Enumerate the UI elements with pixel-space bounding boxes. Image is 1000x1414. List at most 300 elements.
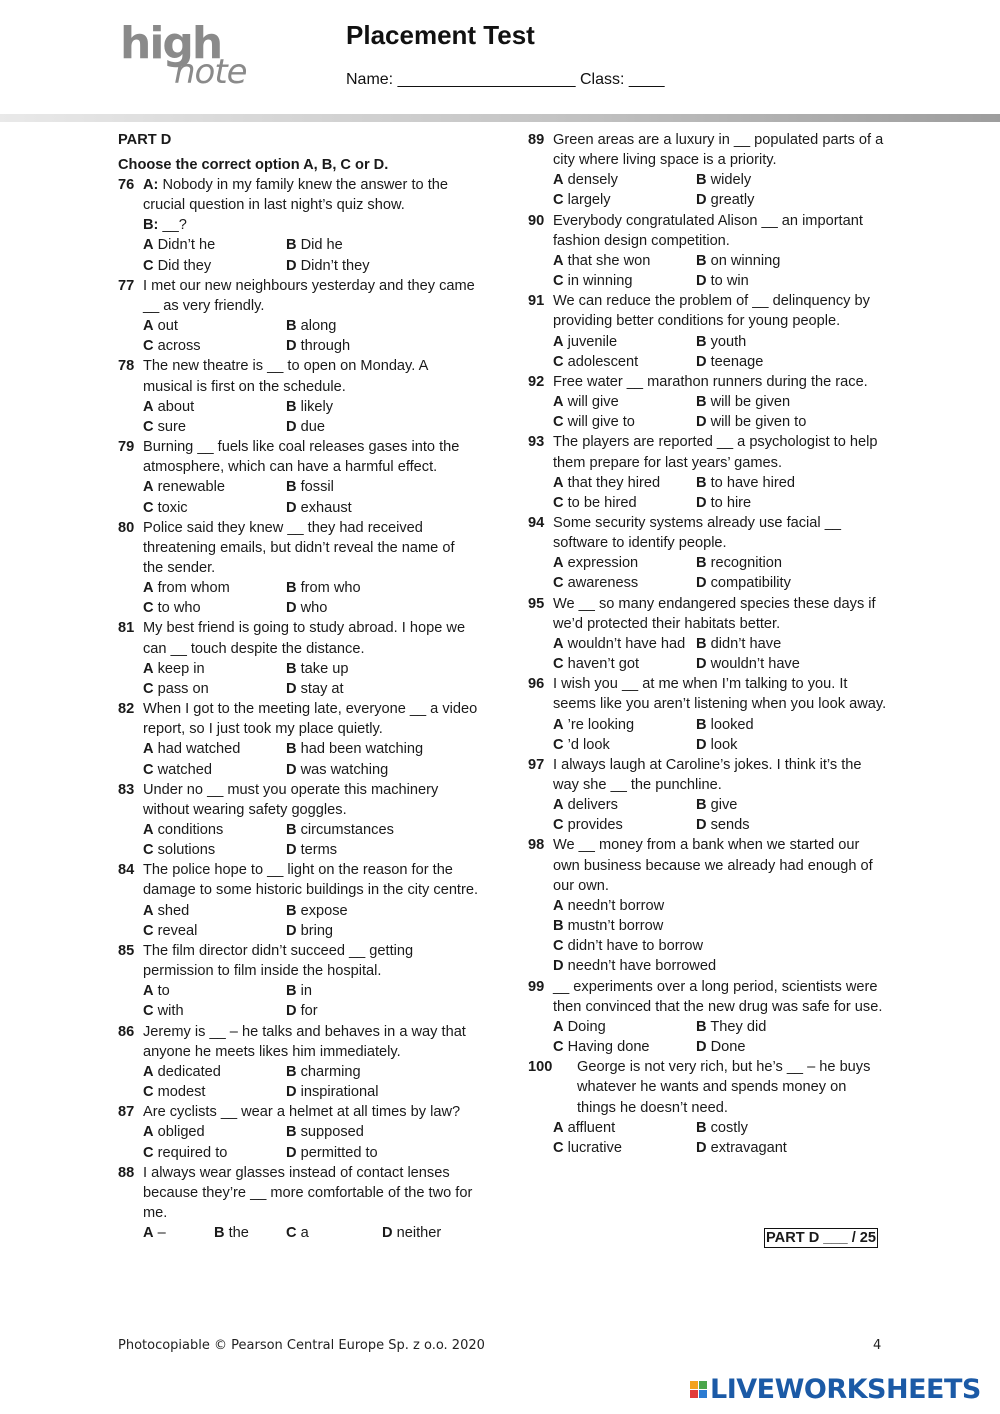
option-letter: B — [286, 1063, 297, 1080]
option-text: sends — [706, 817, 750, 834]
question-number: 96 — [528, 676, 545, 693]
question-item — [118, 860, 478, 900]
answer-options — [528, 190, 888, 210]
answer-option — [143, 820, 286, 840]
option-text: stay at — [296, 680, 344, 697]
stem-text: Green areas are a luxury in __ populated parts of a city where living space is a priority. — [553, 132, 884, 169]
option-text: needn’t borrow — [563, 897, 665, 914]
answer-option — [553, 573, 696, 593]
option-letter: A — [553, 1119, 564, 1136]
option-spacer — [528, 170, 553, 190]
stem-text: Police said they knew __ they had received threatening emails, but didn’t reveal the name of the sender. — [143, 519, 455, 576]
option-text: for — [296, 1003, 318, 1020]
option-text: give — [706, 797, 738, 814]
answer-option — [286, 820, 436, 840]
footer-copyright: Photocopiable © Pearson Central Europe Sp. z o.o. 2020 — [118, 1338, 485, 1353]
option-text: to be hired — [563, 494, 637, 511]
option-letter: A — [553, 716, 564, 733]
answer-options — [528, 332, 888, 352]
option-text: mustn’t borrow — [563, 918, 664, 935]
option-text: take up — [296, 660, 349, 677]
option-spacer — [528, 553, 553, 573]
answer-option — [696, 634, 846, 654]
answer-options — [118, 1062, 478, 1082]
option-letter: D — [553, 958, 564, 975]
question-stem — [143, 437, 478, 477]
header-rule — [0, 114, 1000, 122]
option-spacer — [528, 1017, 553, 1037]
answer-option — [286, 397, 436, 417]
question-number: 97 — [528, 756, 545, 773]
option-spacer — [118, 1082, 143, 1102]
option-text: lucrative — [563, 1139, 622, 1156]
option-text: Didn’t he — [153, 237, 216, 254]
option-text: looked — [706, 716, 754, 733]
option-spacer — [118, 598, 143, 618]
answer-options — [118, 256, 478, 276]
option-letter: A — [553, 897, 564, 914]
answer-options — [118, 679, 478, 699]
logo-square-icon — [690, 1390, 698, 1398]
question-stem — [143, 1022, 478, 1062]
option-text: due — [296, 418, 325, 435]
stem-text: We can reduce the problem of __ delinquency by providing better conditions for young people. — [553, 293, 870, 330]
question-stem — [577, 1057, 888, 1117]
answer-option — [696, 553, 846, 573]
option-letter: A — [553, 172, 564, 189]
answer-options — [528, 1118, 888, 1138]
option-letter: B — [696, 635, 707, 652]
answer-option — [696, 473, 846, 493]
option-text: reveal — [153, 922, 198, 939]
answer-option — [143, 578, 286, 598]
option-spacer — [118, 659, 143, 679]
option-text: likely — [296, 398, 334, 415]
answer-option — [553, 473, 696, 493]
question-stem — [143, 356, 478, 396]
question-number: 91 — [528, 293, 545, 310]
answer-option — [286, 1062, 436, 1082]
option-letter: A — [143, 1225, 154, 1242]
option-letter: A — [553, 555, 564, 572]
question-number: 86 — [118, 1023, 135, 1040]
question-stem — [553, 594, 888, 634]
question-item — [528, 1057, 888, 1117]
answer-options — [528, 916, 888, 936]
option-letter: B — [286, 983, 297, 1000]
answer-options — [528, 956, 888, 976]
option-spacer — [528, 392, 553, 412]
question-number: 88 — [118, 1164, 135, 1181]
option-text: youth — [706, 333, 747, 350]
question-item — [118, 175, 478, 235]
answer-option — [143, 679, 286, 699]
option-spacer — [528, 715, 553, 735]
option-letter: C — [553, 656, 564, 673]
question-stem — [143, 518, 478, 578]
option-letter: A — [553, 252, 564, 269]
option-letter: A — [143, 822, 154, 838]
stem-text: George is not very rich, but he’s __ – he buys whatever he wants and spends money on things he doesn’t need. — [577, 1059, 871, 1116]
option-spacer — [528, 352, 553, 372]
answer-option — [696, 1118, 846, 1138]
option-text: out — [153, 318, 178, 335]
option-text: permitted to — [296, 1144, 378, 1161]
question-number: 94 — [528, 514, 545, 531]
answer-option — [553, 916, 888, 936]
question-number: 100 — [528, 1059, 553, 1076]
page-number: 4 — [873, 1338, 882, 1353]
answer-option — [143, 921, 286, 941]
answer-option — [143, 739, 286, 759]
option-letter: B — [286, 822, 297, 838]
stem-text: The police hope to __ light on the reason for the damage to some historic buildings in the city centre. — [143, 862, 479, 899]
answer-option — [696, 573, 846, 593]
question-item — [528, 835, 888, 895]
option-text: extravagant — [706, 1139, 787, 1156]
option-letter: C — [553, 414, 564, 431]
speaker-label: A: — [143, 177, 159, 193]
option-text: densely — [563, 172, 618, 189]
answer-option — [143, 235, 286, 255]
option-letter: C — [553, 736, 564, 753]
answer-option — [696, 493, 846, 513]
answer-option — [696, 735, 846, 755]
answer-options — [528, 392, 888, 412]
option-text: wouldn’t have — [706, 656, 800, 673]
option-letter: D — [286, 922, 297, 939]
stem-text: Everybody congratulated Alison __ an important fashion design competition. — [553, 212, 863, 249]
option-text: juvenile — [563, 333, 618, 350]
option-letter: C — [553, 1139, 564, 1156]
option-letter: D — [286, 499, 297, 516]
answer-option — [382, 1223, 482, 1243]
stem-text: Burning __ fuels like coal releases gases into the atmosphere, which can have a harmful effect. — [143, 439, 460, 476]
option-text: awareness — [563, 575, 639, 592]
answer-options — [528, 553, 888, 573]
stem-text: When I got to the meeting late, everyone __ a video report, so I just took my place quietly. — [143, 701, 478, 738]
option-spacer — [528, 412, 553, 432]
option-text: had been watching — [296, 741, 424, 758]
question-item — [118, 437, 478, 477]
answer-options — [118, 598, 478, 618]
question-item — [528, 594, 888, 634]
answer-options — [118, 578, 478, 598]
answer-option — [143, 1062, 286, 1082]
question-number: 77 — [118, 277, 135, 294]
answer-option — [286, 1223, 382, 1243]
option-letter: A — [143, 580, 154, 597]
question-stem — [553, 674, 888, 714]
question-number: 90 — [528, 212, 545, 229]
left-column — [118, 130, 478, 1243]
answer-options — [528, 735, 888, 755]
stem-text: We __ money from a bank when we started our own business because we already had enough of our own. — [553, 837, 873, 894]
question-number: 95 — [528, 595, 545, 612]
option-letter: A — [143, 660, 154, 677]
answer-options — [118, 477, 478, 497]
answer-option — [696, 815, 846, 835]
option-letter: D — [286, 1144, 297, 1161]
option-letter: A — [143, 1124, 154, 1141]
option-letter: A — [143, 983, 154, 1000]
option-text: look — [706, 736, 738, 753]
option-text: needn’t have borrowed — [563, 958, 717, 975]
question-number: 99 — [528, 978, 545, 995]
answer-option — [143, 598, 286, 618]
question-item — [118, 1102, 478, 1122]
option-text: that they hired — [563, 474, 661, 491]
option-spacer — [118, 1001, 143, 1021]
answer-options — [528, 271, 888, 291]
option-text: Did they — [153, 257, 212, 274]
answer-options — [118, 901, 478, 921]
option-text: to have hired — [706, 474, 795, 491]
question-item — [118, 699, 478, 739]
answer-option — [286, 1001, 436, 1021]
answer-options — [118, 336, 478, 356]
answer-options — [528, 1037, 888, 1057]
answer-options — [118, 659, 478, 679]
question-stem — [553, 130, 888, 170]
option-letter: C — [553, 1039, 564, 1056]
option-spacer — [528, 1138, 553, 1158]
part-score-box: PART D ___ / 25 — [766, 1230, 877, 1246]
option-text: ’re looking — [563, 716, 635, 733]
question-item — [118, 941, 478, 981]
option-letter: A — [553, 797, 564, 814]
answer-option — [553, 1118, 696, 1138]
option-text: affluent — [563, 1119, 616, 1136]
question-number: 78 — [118, 358, 135, 375]
answer-options — [528, 654, 888, 674]
option-text: largely — [563, 192, 611, 209]
option-text: inspirational — [296, 1084, 379, 1101]
question-number: 83 — [118, 781, 135, 798]
answer-option — [286, 1122, 436, 1142]
answer-option — [143, 498, 286, 518]
answer-options — [118, 1223, 478, 1243]
answer-option — [553, 956, 888, 976]
answer-option — [696, 332, 846, 352]
question-number: 80 — [118, 519, 135, 536]
stem-text: Some security systems already use facial __ software to identify people. — [553, 514, 841, 552]
answer-options — [528, 896, 888, 916]
option-letter: C — [143, 1144, 154, 1161]
answer-option — [286, 840, 436, 860]
answer-option — [553, 634, 696, 654]
question-item — [118, 618, 478, 658]
option-text: from whom — [153, 580, 230, 597]
speaker-label: B: — [143, 217, 159, 234]
option-text: didn’t have — [706, 635, 782, 652]
answer-options — [118, 397, 478, 417]
option-text: with — [153, 1003, 184, 1020]
answer-option — [553, 412, 696, 432]
answer-option — [286, 598, 436, 618]
answer-option — [553, 735, 696, 755]
option-text: to hire — [706, 494, 752, 511]
question-stem — [553, 211, 888, 251]
option-text: modest — [153, 1084, 206, 1101]
option-spacer — [118, 840, 143, 860]
question-number: 93 — [528, 434, 545, 451]
option-text: haven’t got — [563, 656, 640, 673]
answer-option — [553, 190, 696, 210]
logo-square-icon — [690, 1381, 698, 1389]
option-letter: B — [696, 394, 707, 411]
option-spacer — [528, 956, 553, 976]
stem-text: __? — [158, 217, 187, 234]
answer-option — [286, 679, 436, 699]
option-letter: D — [696, 656, 707, 673]
answer-options — [118, 760, 478, 780]
option-letter: B — [286, 902, 297, 919]
option-spacer — [118, 820, 143, 840]
option-text: obliged — [153, 1124, 205, 1141]
answer-option — [553, 392, 696, 412]
answer-options — [528, 251, 888, 271]
option-text: who — [296, 600, 328, 617]
option-text: renewable — [153, 479, 225, 496]
answer-option — [696, 1138, 846, 1158]
option-letter: B — [286, 1124, 297, 1141]
option-spacer — [528, 493, 553, 513]
answer-options — [528, 1138, 888, 1158]
question-item — [118, 1022, 478, 1062]
option-text: the — [224, 1225, 249, 1242]
option-text: bring — [296, 922, 334, 939]
answer-option — [143, 256, 286, 276]
option-spacer — [118, 901, 143, 921]
answer-options — [528, 493, 888, 513]
answer-option — [143, 477, 286, 497]
answer-options — [118, 316, 478, 336]
option-letter: A — [553, 333, 564, 350]
option-letter: A — [143, 237, 154, 254]
option-letter: A — [143, 479, 154, 496]
answer-option — [696, 1037, 846, 1057]
answer-option — [553, 1138, 696, 1158]
answer-option — [696, 392, 846, 412]
answer-options — [118, 921, 478, 941]
stem-text: Free water __ marathon runners during the race. — [553, 373, 868, 390]
answer-option — [143, 760, 286, 780]
answer-option — [553, 553, 696, 573]
option-text: widely — [706, 172, 752, 189]
answer-option — [143, 901, 286, 921]
option-text: required to — [153, 1144, 228, 1161]
option-text: supposed — [296, 1124, 364, 1141]
option-spacer — [528, 190, 553, 210]
stem-text: I wish you __ at me when I’m talking to you. It seems like you aren’t listening when you look away. — [553, 676, 887, 713]
option-spacer — [528, 332, 553, 352]
option-text: ’d look — [563, 736, 610, 753]
question-stem — [143, 941, 478, 981]
option-letter: A — [143, 318, 154, 335]
option-text: sure — [153, 418, 186, 435]
right-question-list — [528, 130, 888, 1158]
answer-options — [528, 352, 888, 372]
answer-option — [143, 336, 286, 356]
option-text: Didn’t they — [296, 257, 370, 274]
option-letter: C — [143, 680, 154, 697]
answer-options — [118, 235, 478, 255]
option-letter: C — [553, 817, 564, 834]
option-letter: B — [286, 580, 297, 597]
option-letter: A — [553, 394, 564, 411]
option-text: shed — [153, 902, 190, 919]
question-stem — [553, 432, 888, 472]
option-letter: A — [553, 474, 564, 491]
answer-option — [143, 659, 286, 679]
question-item — [528, 513, 888, 553]
logo-square-icon — [699, 1390, 707, 1398]
question-number: 81 — [118, 620, 135, 637]
question-number: 84 — [118, 862, 135, 879]
question-item — [528, 130, 888, 170]
option-letter: A — [553, 635, 564, 652]
option-spacer — [528, 735, 553, 755]
answer-options — [528, 573, 888, 593]
option-text: teenage — [706, 353, 764, 370]
liveworksheets-logo-icon — [690, 1381, 707, 1398]
answer-option — [553, 170, 696, 190]
option-letter: B — [286, 318, 297, 335]
answer-options — [528, 634, 888, 654]
option-spacer — [528, 916, 553, 936]
option-spacer — [118, 679, 143, 699]
option-letter: D — [286, 680, 297, 697]
answer-option — [286, 477, 436, 497]
option-letter: D — [286, 761, 297, 778]
option-letter: D — [286, 1084, 297, 1101]
option-text: will be given to — [706, 414, 807, 431]
option-letter: C — [286, 1225, 297, 1242]
option-text: compatibility — [706, 575, 791, 592]
option-text: to win — [706, 273, 749, 290]
option-spacer — [118, 739, 143, 759]
option-text: Done — [706, 1039, 746, 1056]
answer-options — [528, 795, 888, 815]
answer-option — [286, 235, 436, 255]
answer-option — [696, 715, 846, 735]
answer-option — [553, 896, 888, 916]
answer-options — [528, 715, 888, 735]
answer-option — [143, 1001, 286, 1021]
option-letter: B — [286, 741, 297, 758]
stem-text: The new theatre is __ to open on Monday. A musical is first on the schedule. — [143, 358, 428, 395]
option-spacer — [118, 1143, 143, 1163]
option-letter: C — [143, 418, 154, 435]
stem-text: I met our new neighbours yesterday and they came __ as very friendly. — [143, 277, 475, 314]
option-text: toxic — [153, 499, 188, 516]
answer-options — [118, 981, 478, 1001]
question-stem — [553, 977, 888, 1017]
question-number: 79 — [118, 439, 135, 456]
answer-option — [214, 1223, 286, 1243]
option-letter: C — [143, 842, 154, 859]
question-number: 87 — [118, 1104, 135, 1121]
answer-option — [696, 352, 846, 372]
option-text: was watching — [296, 761, 389, 778]
question-item — [118, 1163, 478, 1223]
option-letter: D — [286, 842, 297, 859]
option-spacer — [118, 1122, 143, 1142]
option-letter: C — [143, 257, 154, 274]
answer-options — [118, 739, 478, 759]
option-text: will give — [563, 394, 619, 411]
